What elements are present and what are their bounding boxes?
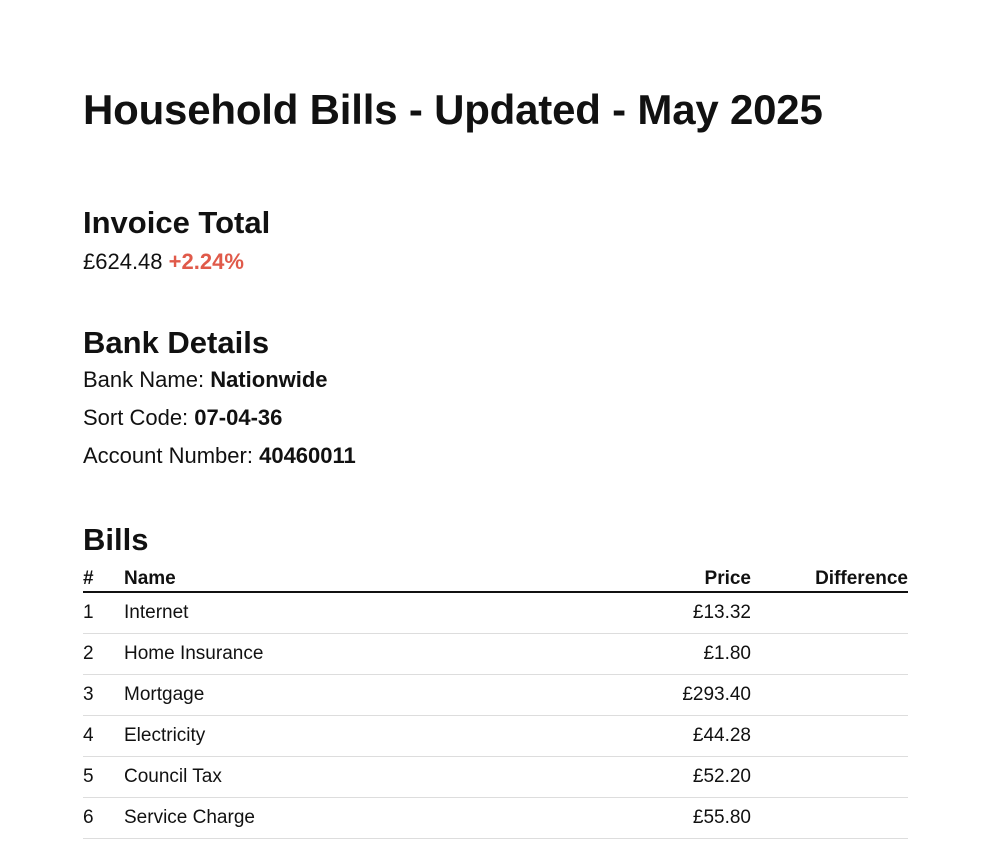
row-number: 4 (83, 716, 124, 757)
page-title: Household Bills - Updated - May 2025 (83, 86, 823, 133)
row-name: Mortgage (124, 675, 621, 716)
bills-table-header-row (83, 568, 908, 592)
row-number: 1 (83, 592, 124, 634)
invoice-amount: £624.48 (83, 249, 163, 274)
bank-details-heading: Bank Details (83, 325, 270, 360)
table-row (83, 634, 908, 675)
column-header-difference: Difference (751, 568, 908, 592)
row-price: £293.40 (621, 675, 751, 716)
column-header-price: Price (621, 568, 751, 592)
row-difference (751, 675, 908, 716)
bills-section (83, 522, 908, 839)
row-name: Council Tax (124, 757, 621, 798)
invoice-section (83, 205, 270, 281)
row-difference (751, 634, 908, 675)
row-number: 5 (83, 757, 124, 798)
sort-code-line (83, 399, 356, 437)
bank-name-line (83, 361, 356, 399)
table-row (83, 798, 908, 839)
row-difference (751, 757, 908, 798)
sort-code-value: 07-04-36 (194, 405, 283, 430)
row-name: Internet (124, 592, 621, 634)
row-difference (751, 592, 908, 634)
row-name: Electricity (124, 716, 621, 757)
invoice-total-line (83, 243, 270, 281)
account-number-label: Account Number: (83, 443, 253, 468)
row-price: £52.20 (621, 757, 751, 798)
column-header-name: Name (124, 568, 621, 592)
table-row (83, 757, 908, 798)
invoice-heading: Invoice Total (83, 205, 271, 240)
row-price: £13.32 (621, 592, 751, 634)
row-price: £55.80 (621, 798, 751, 839)
row-name: Home Insurance (124, 634, 621, 675)
row-number: 2 (83, 634, 124, 675)
account-number-line (83, 437, 356, 475)
table-row (83, 716, 908, 757)
bank-name-value: Nationwide (210, 367, 328, 392)
bills-heading: Bills (83, 522, 149, 557)
column-header-number: # (83, 568, 124, 592)
row-price: £1.80 (621, 634, 751, 675)
sort-code-label: Sort Code: (83, 405, 189, 430)
table-row (83, 592, 908, 634)
table-row (83, 675, 908, 716)
row-number: 6 (83, 798, 124, 839)
row-difference (751, 716, 908, 757)
row-name: Service Charge (124, 798, 621, 839)
invoice-difference: +2.24% (168, 249, 244, 274)
bills-table (83, 568, 908, 839)
account-number-value: 40460011 (259, 443, 356, 468)
row-difference (751, 798, 908, 839)
bank-details-section (83, 325, 356, 475)
row-price: £44.28 (621, 716, 751, 757)
row-number: 3 (83, 675, 124, 716)
bank-name-label: Bank Name: (83, 367, 205, 392)
